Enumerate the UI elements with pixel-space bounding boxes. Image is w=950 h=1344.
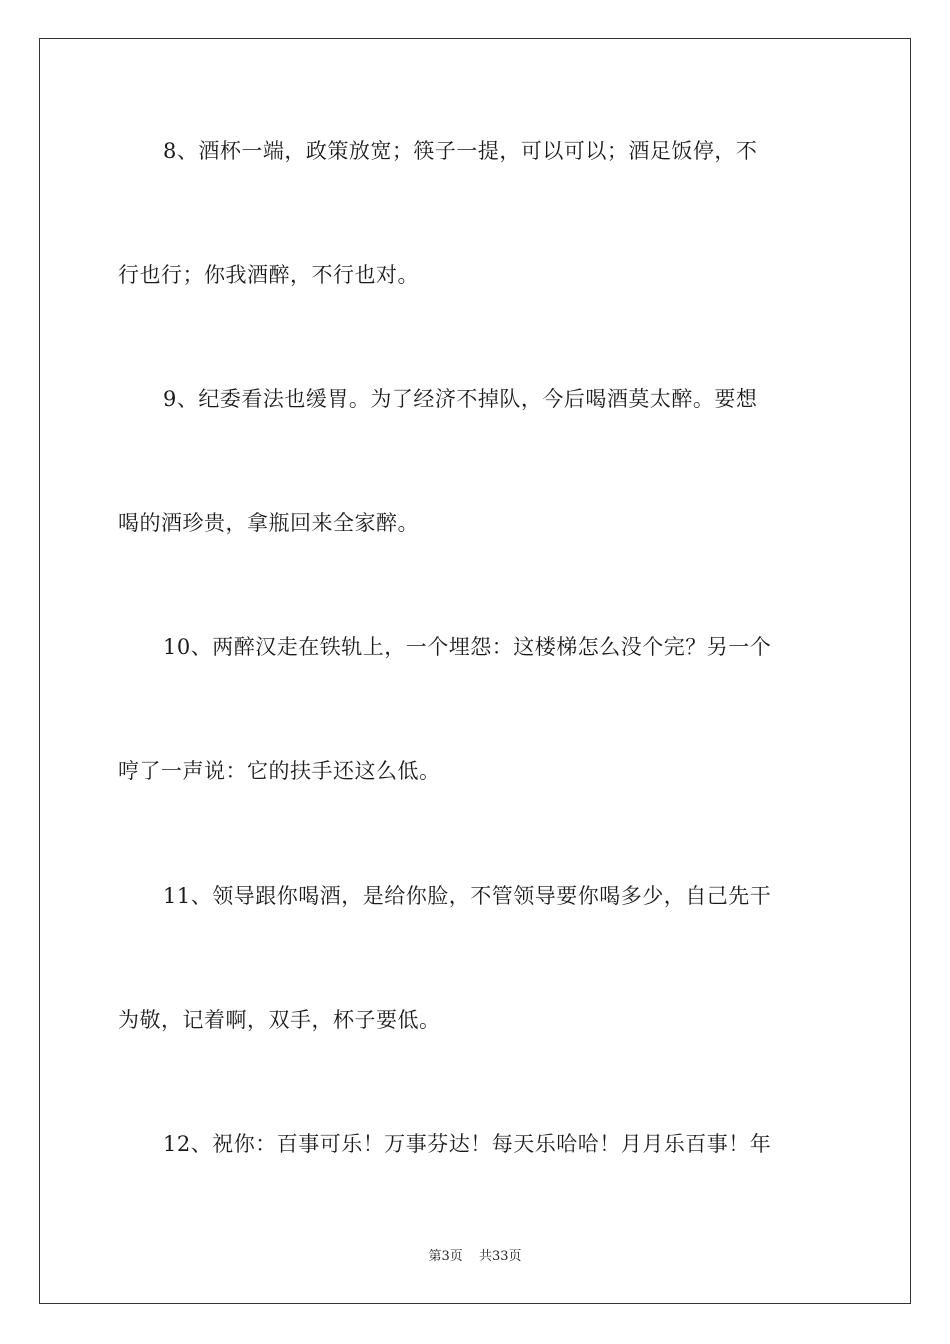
page-frame bbox=[39, 38, 911, 1304]
paragraph-10-line-1: 10、两醉汉走在铁轨上，一个埋怨：这楼梯怎么没个完？另一个 bbox=[163, 635, 772, 659]
paragraph-8-line-1: 8、酒杯一端，政策放宽；筷子一提，可以可以；酒足饭停，不 bbox=[163, 139, 758, 163]
paragraph-9-line-2: 喝的酒珍贵，拿瓶回来全家醉。 bbox=[118, 511, 419, 535]
paragraph-10-line-2: 哼了一声说：它的扶手还这么低。 bbox=[118, 759, 441, 783]
paragraph-12-line-1: 12、祝你：百事可乐！万事芬达！每天乐哈哈！月月乐百事！年 bbox=[163, 1132, 772, 1156]
paragraph-11-line-1: 11、领导跟你喝酒，是给你脸，不管领导要你喝多少，自己先干 bbox=[163, 884, 772, 908]
page-number: 第3页 bbox=[428, 1249, 463, 1264]
paragraph-11-line-2: 为敬，记着啊，双手，杯子要低。 bbox=[118, 1008, 441, 1032]
page-total: 共33页 bbox=[478, 1249, 522, 1264]
page-footer bbox=[0, 1247, 950, 1267]
paragraph-8-line-2: 行也行；你我酒醉，不行也对。 bbox=[118, 263, 419, 287]
paragraph-9-line-1: 9、纪委看法也缓胃。为了经济不掉队，今后喝酒莫太醉。要想 bbox=[163, 387, 758, 411]
